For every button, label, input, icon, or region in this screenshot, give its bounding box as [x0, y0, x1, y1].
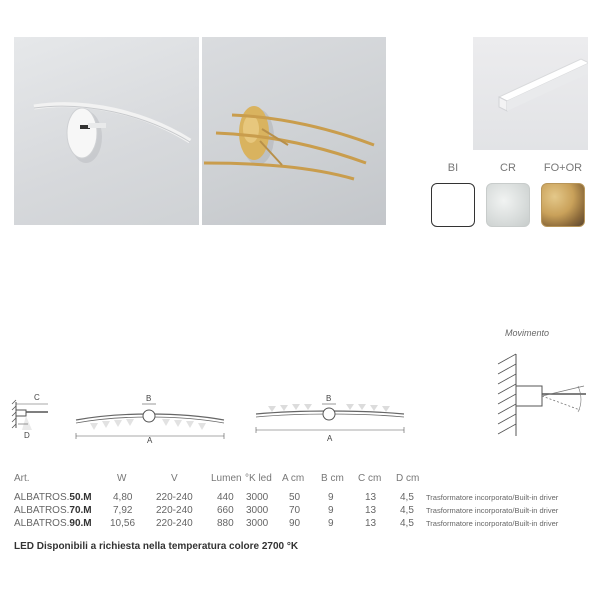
profile-bar-illustration — [473, 37, 588, 150]
cell-a: 90 — [289, 518, 301, 529]
side-view-drawing — [10, 390, 70, 440]
col-header-a: A cm — [282, 473, 305, 484]
dim-label-b: B — [146, 394, 152, 403]
col-header-art: Art. — [14, 473, 30, 484]
col-header-b: B cm — [321, 473, 344, 484]
dim-label-b-2: B — [326, 394, 332, 403]
art-code: ALBATROS.50.M — [14, 492, 92, 503]
finish-swatch-chrome — [486, 183, 530, 227]
art-code: ALBATROS.90.M — [14, 518, 92, 529]
cell-note: Trasformatore incorporato/Built-in driver — [426, 519, 559, 528]
product-photo-white — [14, 37, 199, 225]
col-header-w: W — [117, 473, 127, 484]
cell-k: 3000 — [246, 492, 269, 503]
cell-w: 10,56 — [110, 518, 136, 529]
finish-swatch-white — [431, 183, 475, 227]
finish-swatch-gold-leaf — [541, 183, 585, 227]
cell-a: 50 — [289, 492, 301, 503]
dim-label-d: D — [24, 431, 30, 440]
cell-lumen: 660 — [217, 505, 234, 516]
cell-c: 13 — [365, 505, 377, 516]
cell-d: 4,5 — [400, 505, 414, 516]
cell-k: 3000 — [246, 505, 269, 516]
cell-v: 220-240 — [156, 492, 193, 503]
movement-drawing — [488, 350, 588, 440]
dim-label-a: A — [147, 436, 153, 445]
cell-lumen: 440 — [217, 492, 234, 503]
cell-note: Trasformatore incorporato/Built-in driver — [426, 493, 559, 502]
cell-w: 7,92 — [113, 505, 133, 516]
white-lamp-illustration — [14, 37, 199, 225]
front-view-drawing-2 — [250, 390, 410, 445]
cell-d: 4,5 — [400, 518, 414, 529]
cell-c: 13 — [365, 518, 377, 529]
col-header-c: C cm — [358, 473, 382, 484]
footer-note: LED Disponibili a richiesta nella temperatura colore 2700 °K — [14, 541, 299, 552]
cell-v: 220-240 — [156, 505, 193, 516]
cell-lumen: 880 — [217, 518, 234, 529]
cell-b: 9 — [328, 492, 334, 503]
movement-label: Movimento — [505, 328, 550, 338]
cell-b: 9 — [328, 505, 334, 516]
dim-label-c: C — [34, 393, 40, 402]
art-code: ALBATROS.70.M — [14, 505, 92, 516]
cell-v: 220-240 — [156, 518, 193, 529]
cell-c: 13 — [365, 492, 377, 503]
dim-label-a-2: A — [327, 434, 333, 443]
cell-a: 70 — [289, 505, 301, 516]
finish-label-cr: CR — [500, 162, 516, 174]
cell-w: 4,80 — [113, 492, 133, 503]
product-photo-gold — [202, 37, 386, 225]
col-header-k: °K led — [245, 473, 272, 484]
finish-label-fo-or: FO+OR — [543, 162, 583, 174]
front-view-drawing — [70, 390, 230, 445]
cell-k: 3000 — [246, 518, 269, 529]
cell-b: 9 — [328, 518, 334, 529]
finish-label-bi: BI — [447, 162, 459, 174]
cell-note: Trasformatore incorporato/Built-in driver — [426, 506, 559, 515]
cell-d: 4,5 — [400, 492, 414, 503]
gold-lamp-illustration — [202, 37, 386, 225]
col-header-d: D cm — [396, 473, 420, 484]
product-photo-profile-detail — [473, 37, 588, 150]
col-header-v: V — [171, 473, 178, 484]
col-header-lumen: Lumen — [211, 473, 242, 484]
